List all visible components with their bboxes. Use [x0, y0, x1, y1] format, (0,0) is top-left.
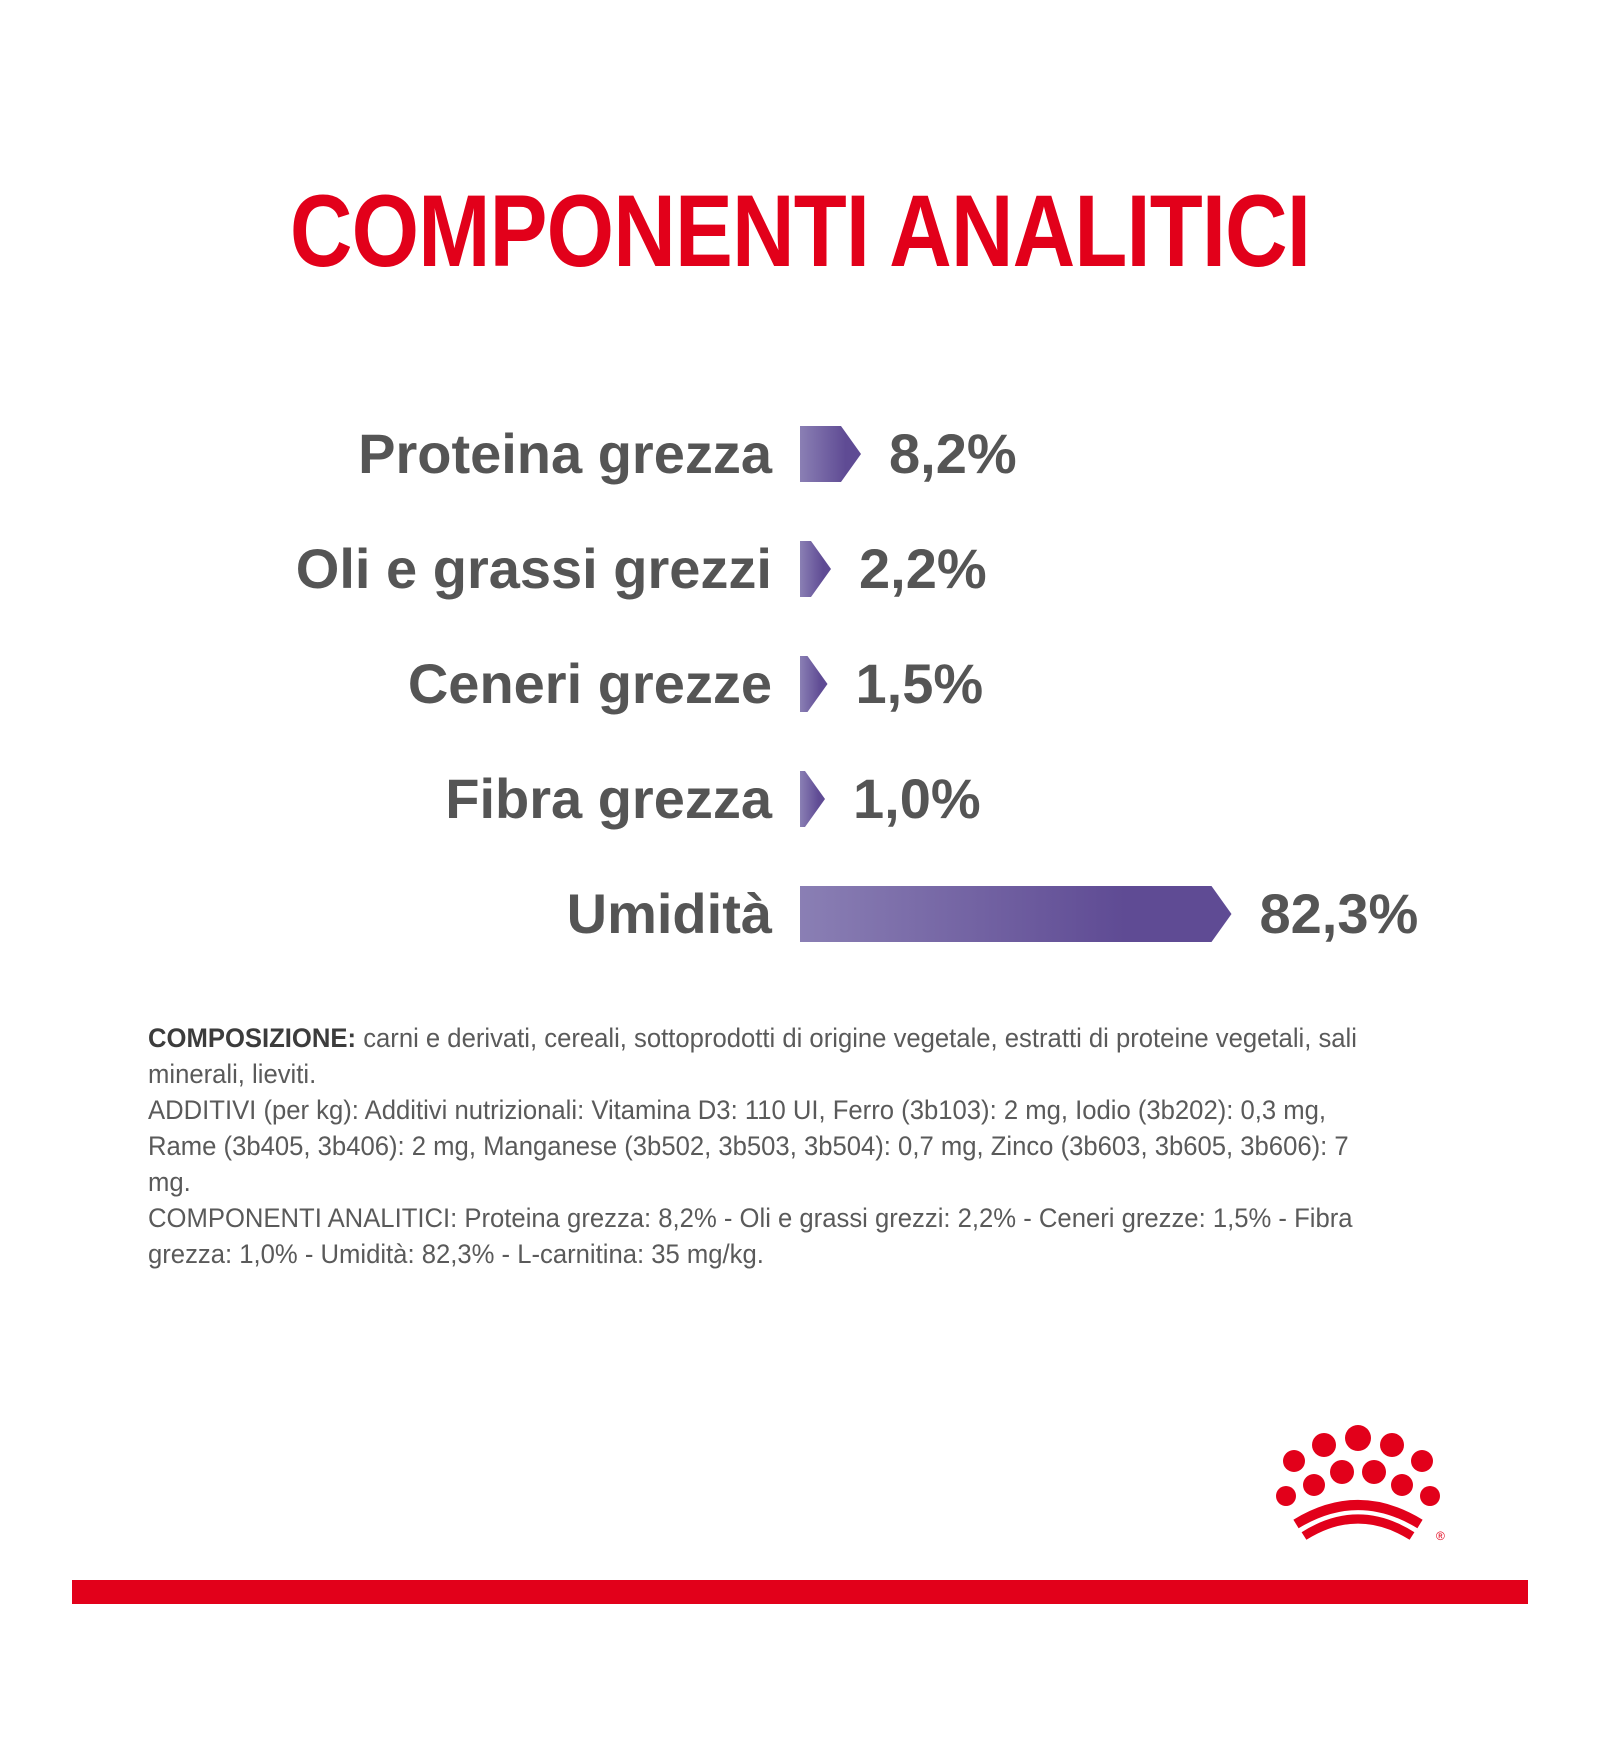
category-label: Ceneri grezze	[407, 652, 772, 715]
bar	[800, 541, 831, 597]
bottom-red-bar	[72, 1580, 1528, 1604]
crown-logo-icon	[1258, 1422, 1458, 1548]
registered-mark: ®	[1436, 1529, 1445, 1543]
category-label: Oli e grassi grezzi	[295, 537, 772, 600]
value-label: 1,5%	[855, 652, 984, 715]
composition-label: COMPOSIZIONE:	[148, 1023, 357, 1053]
page-title: COMPONENTI ANALITICI	[289, 174, 1311, 288]
value-label: 82,3%	[1259, 882, 1419, 945]
analytical-components-chart	[0, 400, 1600, 1000]
value-label: 1,0%	[853, 767, 981, 830]
value-label: 2,2%	[859, 537, 987, 600]
additives-text: ADDITIVI (per kg): Additivi nutrizionali: Vitamina D3: 110 UI, Ferro (3b103): 2 mg, Iodio (3b202): 0,3 mg, Rame (3b405, 3b406): 2 mg, Manganese (3b502, 3b503, 3b504): 0,7 mg, Zinco (3b603, 3b605, 3b606): 7 mg.	[148, 1095, 1349, 1197]
category-label: Proteina grezza	[358, 422, 772, 485]
bar	[800, 656, 828, 712]
bar	[800, 886, 1232, 942]
bar	[800, 426, 861, 482]
composition-ingredients: carni e derivati, cereali, sottoprodotti di origine vegetale, estratti di proteine vegetali, sali minerali, lieviti.	[148, 1023, 1357, 1089]
value-label: 8,2%	[889, 422, 1017, 485]
category-label: Fibra grezza	[445, 767, 772, 830]
composition-text	[148, 1020, 1393, 1272]
bar	[800, 771, 825, 827]
category-label: Umidità	[566, 882, 772, 945]
analytical-text: COMPONENTI ANALITICI: Proteina grezza: 8,2% - Oli e grassi grezzi: 2,2% - Ceneri grezze: 1,5% - Fibra grezza: 1,0% - Umidità: 82,3% - L-carnitina: 35 mg/kg.	[148, 1203, 1353, 1269]
